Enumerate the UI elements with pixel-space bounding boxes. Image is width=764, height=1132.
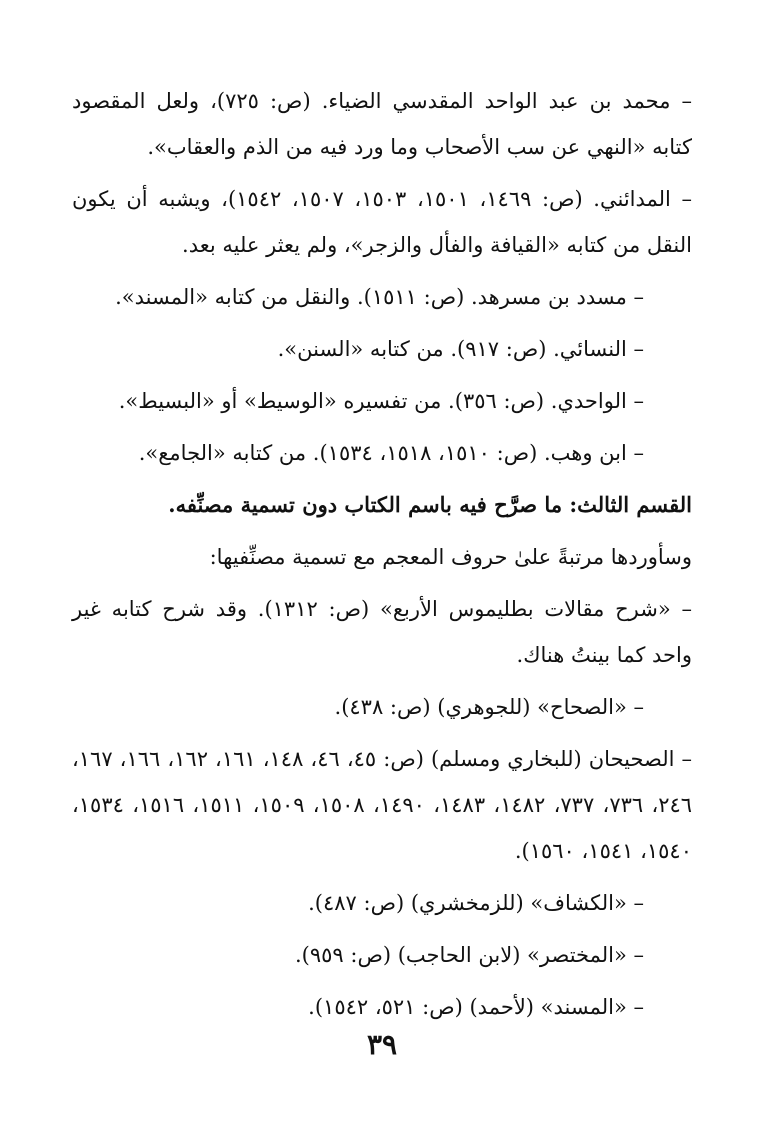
list-item: – «الصحاح» (للجوهري) (ص: ٤٣٨). — [334, 695, 644, 719]
list-item: – الصحيحان (للبخاري ومسلم) (ص: ٤٥، ٤٦، ١٤٨، ١٦١، ١٦٢، ١٦٦، ١٦٧، ٢٤٦، ٧٣٦، ٧٣٧، ١٤٨٢، ١٤٨٣، ١٤٩٠، ١٥٠٨، ١٥٠٩، ١٥١١، ١٥١٦، ١٥٣٤، ١٥٤٠، ١٥٤١، ١٥٦٠). — [72, 747, 693, 863]
page-number: ٣٩ — [366, 1028, 398, 1061]
list-item: – «المسند» (لأحمد) (ص: ٥٢١، ١٥٤٢). — [308, 995, 644, 1019]
list-item: – محمد بن عبد الواحد المقدسي الضياء. (ص: ٧٢٥)، ولعل المقصود كتابه «النهي عن سب الأصحاب وما ورد فيه من الذم والعقاب». — [72, 89, 692, 159]
section-heading: القسم الثالث: ما صرَّح فيه باسم الكتاب دون تسمية مصنِّفه. — [168, 492, 692, 517]
section-intro: وسأوردها مرتبةً علىٰ حروف المعجم مع تسمية مصنِّفيها: — [209, 545, 692, 569]
list-item: – المدائني. (ص: ١٤٦٩، ١٥٠١، ١٥٠٣، ١٥٠٧، ١٥٤٢)، ويشبه أن يكون النقل من كتابه «القيافة والفأل والزجر»، ولم يعثر عليه بعد. — [72, 187, 693, 257]
list-item: – مسدد بن مسرهد. (ص: ١٥١١). والنقل من كتابه «المسند». — [115, 285, 644, 309]
list-item: – ابن وهب. (ص: ١٥١٠، ١٥١٨، ١٥٣٤). من كتابه «الجامع». — [138, 441, 644, 465]
list-item: – النسائي. (ص: ٩١٧). من كتابه «السنن». — [277, 337, 644, 361]
list-item: – «شرح مقالات بطليموس الأربع» (ص: ١٣١٢). وقد شرح كتابه غير واحد كما بينتُ هناك. — [72, 597, 692, 667]
list-item: – الواحدي. (ص: ٣٥٦). من تفسيره «الوسيط» أو «البسيط». — [118, 389, 644, 413]
page-body — [72, 78, 692, 1036]
list-item: – «المختصر» (لابن الحاجب) (ص: ٩٥٩). — [295, 943, 644, 967]
list-item: – «الكشاف» (للزمخشري) (ص: ٤٨٧). — [308, 891, 644, 915]
